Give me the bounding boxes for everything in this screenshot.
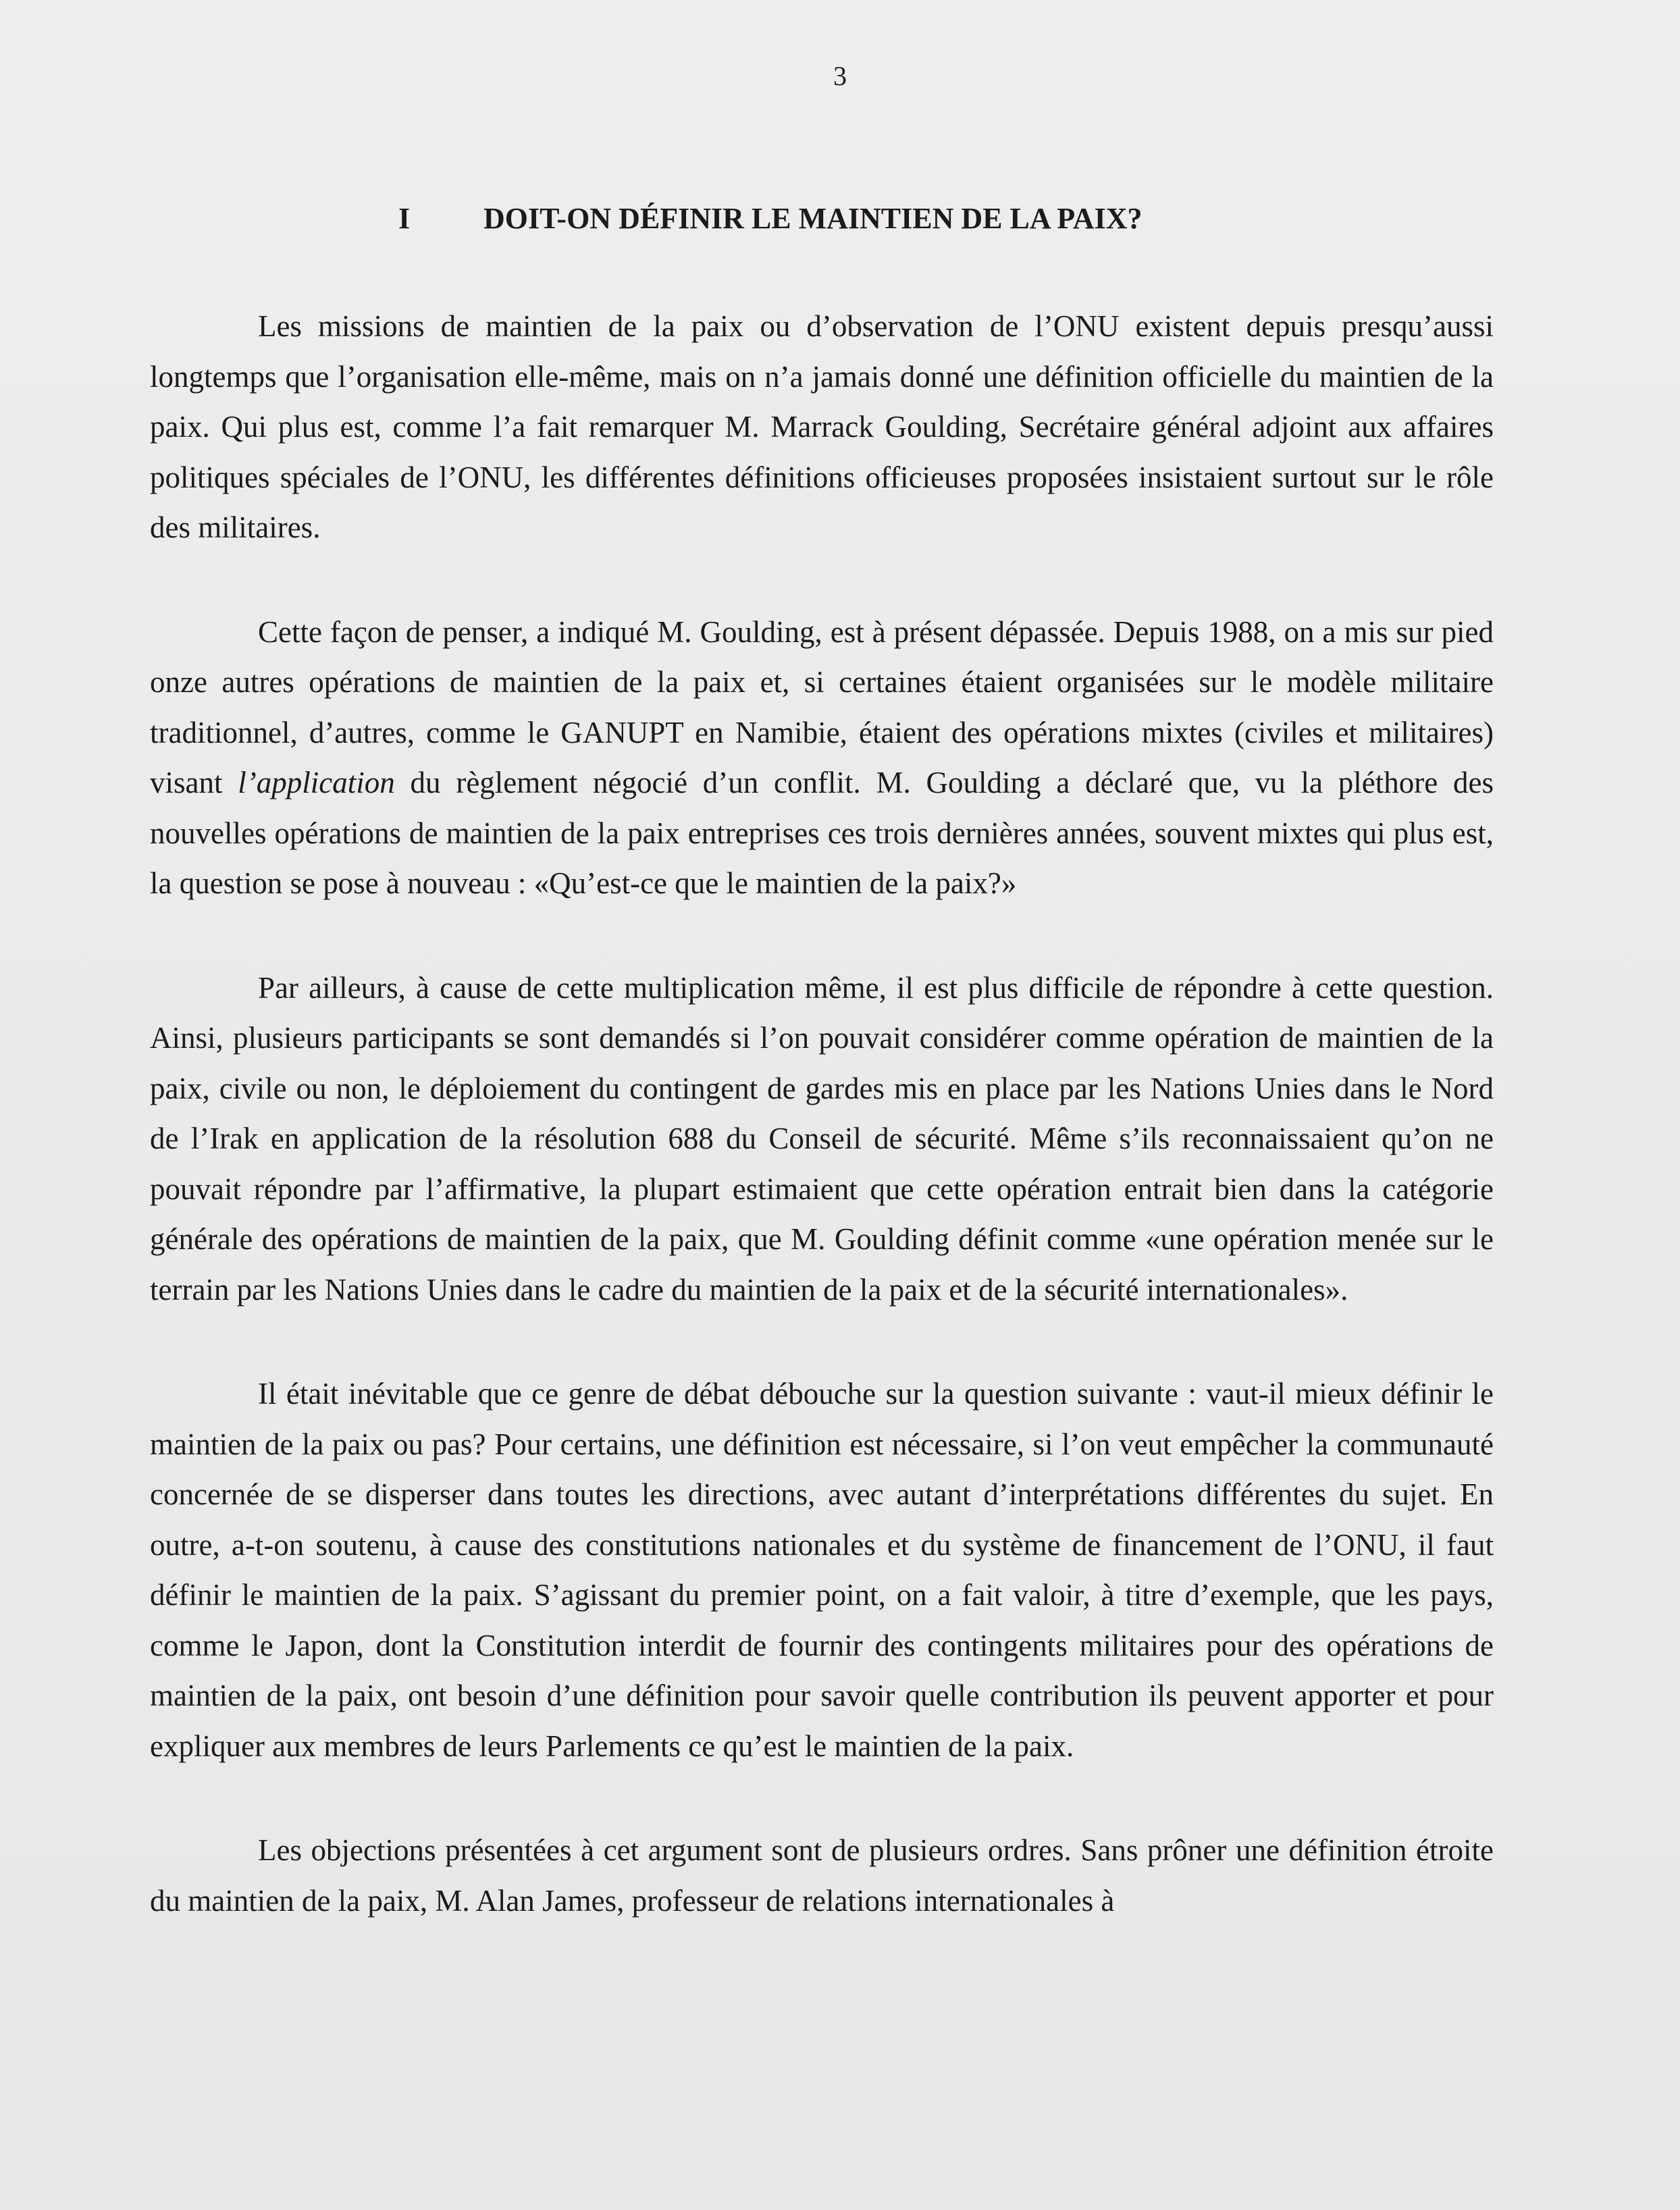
section-number: I [398,202,411,235]
section-heading [398,200,1142,238]
paragraph-2 [150,607,1494,909]
paragraph-1: Les missions de maintien de la paix ou d’observation de l’ONU existent depuis presqu’aussi longtemps que l’organisation elle-même, mais on n’a jamais donné une définition officielle du maintien de la paix. Qui plus est, comme l’a fait remarquer M. Marrack Goulding, Secrétaire général adjoint aux affaires politiques spéciales de l’ONU, les différentes définitions officieuses proposées insistaient surtout sur le rôle des militaires. [150,309,1494,544]
section-title: DOIT-ON DÉFINIR LE MAINTIEN DE LA PAIX? [483,202,1143,235]
paragraph-2-part-2: du règlement négocié d’un conflit. M. Goulding a déclaré que, vu la pléthore des nouvelles opérations de maintien de la paix entreprises ces trois dernières années, souvent mixtes qui plus est, la question se pose à nouveau : «Qu’est-ce que le maintien de la paix?» [150,766,1494,900]
paragraph-2-part-1: Cette façon de penser, a indiqué M. Goulding, est à présent dépassée. Depuis 1988, on a mis sur pied onze autres opérations de maintien de la paix et, si certaines étaient organisées sur le modèle militaire traditionnel, d’autres, comme le GANUPT en Namibie, étaient des opérations mixtes (civiles et militaires) visant [150,614,1494,799]
page-number: 3 [833,61,847,91]
paragraph-5: Les objections présentées à cet argument sont de plusieurs ordres. Sans prôner une définition étroite du maintien de la paix, M. Alan James, professeur de relations internationales à [150,1833,1494,1918]
body-text [150,301,1494,1980]
paragraph-4: Il était inévitable que ce genre de débat débouche sur la question suivante : vaut-il mieux définir le maintien de la paix ou pas? Pour certains, une définition est nécessaire, si l’on veut empêcher la communauté concernée de se disperser dans toutes les directions, avec autant d’interprétations différentes du sujet. En outre, a-t-on soutenu, à cause des constitutions nationales et du système de financement de l’ONU, il faut définir le maintien de la paix. S’agissant du premier point, on a fait valoir, à titre d’exemple, que les pays, comme le Japon, dont la Constitution interdit de fournir des contingents militaires pour des opérations de maintien de la paix, ont besoin d’une définition pour savoir quelle contribution ils peuvent apporter et pour expliquer aux membres de leurs Parlements ce qu’est le maintien de la paix. [150,1377,1494,1763]
paragraph-2-emphasis: l’application [238,766,395,799]
paragraph-3: Par ailleurs, à cause de cette multiplication même, il est plus difficile de répondre à cette question. Ainsi, plusieurs participants se sont demandés si l’on pouvait considérer comme opération de maintien de la paix, civile ou non, le déploiement du contingent de gardes mis en place par les Nations Unies dans le Nord de l’Irak en application de la résolution 688 du Conseil de sécurité. Même s’ils reconnaissaient qu’on ne pouvait répondre par l’affirmative, la plupart estimaient que cette opération entrait bien dans la catégorie générale des opérations de maintien de la paix, que M. Goulding définit comme «une opération menée sur le terrain par les Nations Unies dans le cadre du maintien de la paix et de la sécurité internationales». [150,970,1494,1307]
